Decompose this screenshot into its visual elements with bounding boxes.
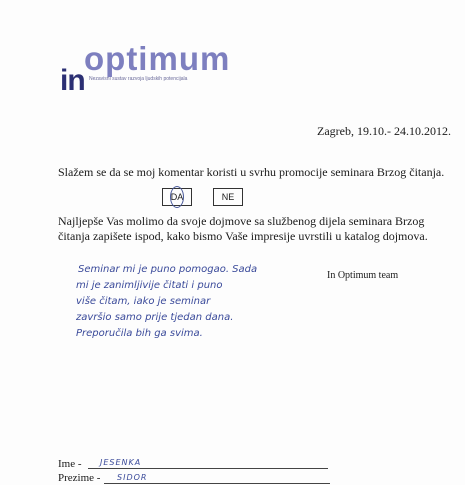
logo-tagline: Nezavisni sustav razvoja ljudskih potencijala bbox=[89, 76, 188, 82]
name-value[interactable]: JESENKA bbox=[100, 458, 142, 467]
comment-line: završio samo prije tjedan dana. bbox=[76, 312, 234, 323]
comment-line: Seminar mi je puno pomogao. Sada bbox=[78, 264, 258, 275]
company-logo bbox=[60, 40, 250, 100]
consent-statement: Slažem se da se moj komentar koristi u svrhu promocije seminara Brzog čitanja. bbox=[58, 165, 445, 179]
comment-line: Preporučila bih ga svima. bbox=[76, 328, 203, 339]
comment-line: više čitam, iako je seminar bbox=[76, 296, 211, 307]
name-label: Ime - bbox=[58, 458, 82, 470]
surname-label: Prezime - bbox=[58, 472, 101, 484]
consent-yes-box[interactable]: DA bbox=[162, 188, 192, 206]
handwritten-comment bbox=[78, 262, 338, 342]
comment-line: mi je zanimljivije čitati i puno bbox=[76, 280, 223, 291]
name-underline bbox=[88, 468, 328, 469]
logo-wordmark: optimum bbox=[84, 40, 231, 77]
consent-no-box[interactable]: NE bbox=[213, 188, 243, 206]
surname-value[interactable]: SIDOR bbox=[117, 473, 148, 482]
location-date: Zagreb, 19.10.- 24.10.2012. bbox=[317, 124, 451, 138]
logo-prefix: in bbox=[60, 64, 85, 97]
surname-underline bbox=[104, 483, 330, 484]
team-signature: In Optimum team bbox=[327, 270, 399, 281]
consent-yes-circle-mark bbox=[170, 186, 184, 208]
instruction-text: Najljepše Vas molimo da svoje dojmove sa službenog dijela seminara Brzog čitanja zapišete ispod, kako bismo Vaše impresije uvrstili u katalog dojmova. bbox=[58, 214, 428, 243]
